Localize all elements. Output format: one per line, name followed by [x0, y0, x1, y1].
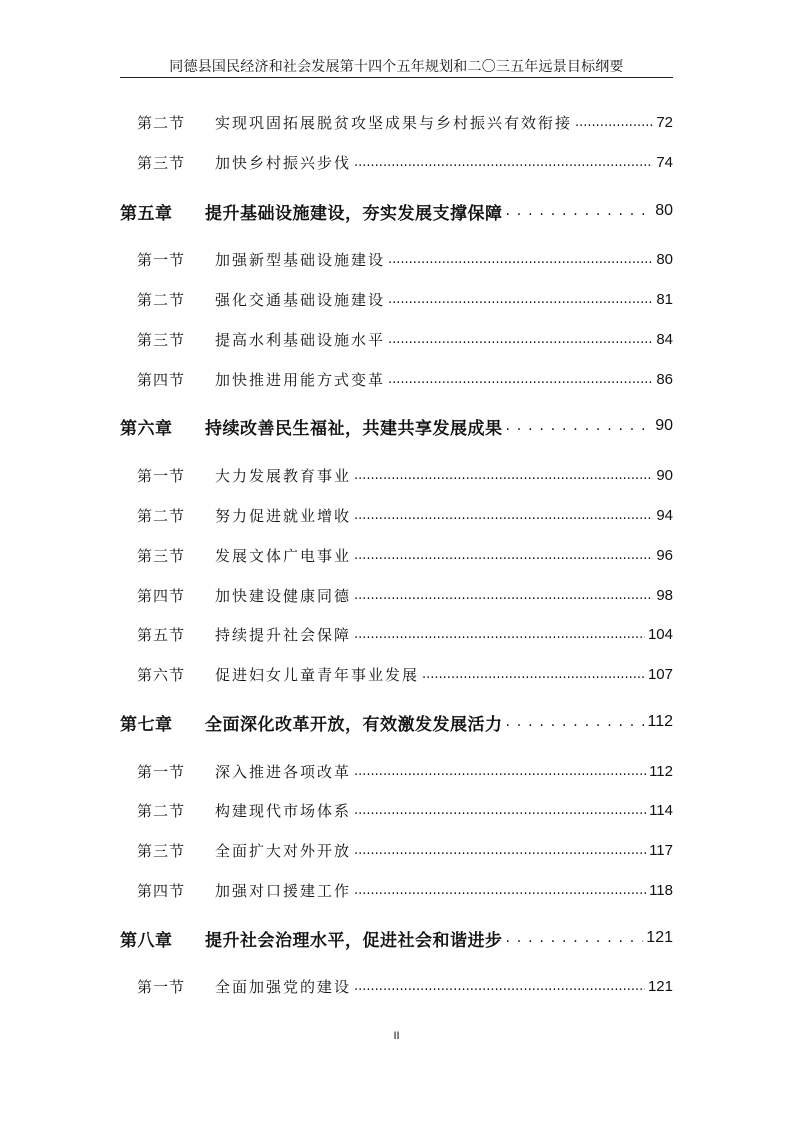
chapter-title: 持续改善民生福祉，共建共享发展成果	[205, 418, 503, 438]
section-number: 第三节	[137, 841, 186, 860]
section-number: 第一节	[137, 977, 186, 996]
page-number: II	[393, 1030, 400, 1042]
dot-leader	[354, 150, 653, 174]
dot-leader	[506, 926, 644, 950]
dot-leader	[354, 974, 645, 998]
page-reference: 114	[649, 801, 673, 819]
toc-section-entry[interactable]	[137, 110, 673, 134]
toc-section-entry[interactable]	[137, 287, 673, 311]
section-title: 全面扩大对外开放	[215, 841, 352, 860]
section-title: 加快乡村振兴步伐	[215, 153, 352, 172]
page-reference: 90	[655, 417, 673, 434]
chapter-number: 第七章	[120, 714, 173, 734]
page-reference: 107	[647, 665, 673, 683]
section-number: 第六节	[137, 665, 186, 684]
toc-section-entry[interactable]	[137, 622, 673, 646]
toc-chapter-entry[interactable]	[120, 199, 673, 223]
dot-leader	[388, 287, 653, 311]
running-header: 同德县国民经济和社会发展第十四个五年规划和二〇三五年远景目标纲要	[169, 59, 624, 75]
toc-section-entry[interactable]	[137, 583, 673, 607]
section-title: 加强对口援建工作	[215, 881, 352, 900]
section-title: 强化交通基础设施建设	[215, 290, 386, 309]
toc-chapter-entry[interactable]	[120, 414, 673, 438]
chapter-number: 第六章	[120, 418, 173, 438]
dot-leader	[354, 878, 646, 902]
section-title: 促进妇女儿童青年事业发展	[215, 665, 420, 684]
toc-section-entry[interactable]	[137, 150, 673, 174]
page-reference: 112	[647, 713, 673, 730]
toc-section-entry[interactable]	[137, 367, 673, 391]
page-reference: 84	[656, 330, 673, 348]
toc-section-entry[interactable]	[137, 974, 673, 998]
page-reference: 118	[649, 881, 673, 899]
toc-section-entry[interactable]	[137, 327, 673, 351]
page-reference: 117	[649, 841, 673, 859]
toc-section-entry[interactable]	[137, 759, 673, 783]
dot-leader	[506, 199, 653, 223]
dot-leader	[388, 247, 653, 271]
section-title: 加快推进用能方式变革	[215, 370, 386, 389]
section-number: 第三节	[137, 330, 186, 349]
toc-section-entry[interactable]	[137, 878, 673, 902]
page-reference: 80	[655, 202, 673, 219]
page-reference: 98	[656, 586, 673, 604]
toc-section-entry[interactable]	[137, 798, 673, 822]
section-number: 第一节	[137, 762, 186, 781]
section-title: 加快建设健康同德	[215, 586, 352, 605]
toc-section-entry[interactable]	[137, 247, 673, 271]
dot-leader	[354, 798, 646, 822]
dot-leader	[354, 503, 653, 527]
section-number: 第二节	[137, 801, 186, 820]
section-title: 全面加强党的建设	[215, 977, 352, 996]
toc-section-entry[interactable]	[137, 838, 673, 862]
section-title: 努力促进就业增收	[215, 506, 352, 525]
toc-chapter-entry[interactable]	[120, 926, 673, 950]
section-title: 发展文体广电事业	[215, 546, 352, 565]
section-title: 持续提升社会保障	[215, 625, 352, 644]
chapter-number: 第五章	[120, 203, 173, 223]
page-reference: 112	[649, 762, 673, 780]
page-reference: 80	[656, 250, 673, 268]
page-reference: 96	[656, 546, 673, 564]
dot-leader	[506, 414, 653, 438]
section-title: 实现巩固拓展脱贫攻坚成果与乡村振兴有效衔接	[215, 113, 573, 132]
page-reference: 81	[656, 290, 673, 308]
page-reference: 104	[647, 625, 673, 643]
dot-leader	[354, 838, 646, 862]
section-number: 第四节	[137, 586, 186, 605]
chapter-title: 全面深化改革开放，有效激发发展活力	[205, 714, 503, 734]
page-reference: 72	[656, 113, 673, 131]
header-rule	[120, 77, 673, 78]
toc-section-entry[interactable]	[137, 503, 673, 527]
dot-leader	[354, 583, 653, 607]
dot-leader	[388, 367, 653, 391]
section-number: 第二节	[137, 506, 186, 525]
section-number: 第四节	[137, 881, 186, 900]
toc-section-entry[interactable]	[137, 463, 673, 487]
section-number: 第二节	[137, 113, 186, 132]
section-number: 第三节	[137, 153, 186, 172]
section-title: 大力发展教育事业	[215, 466, 352, 485]
toc-section-entry[interactable]	[137, 662, 673, 686]
section-number: 第五节	[137, 625, 186, 644]
toc-section-entry[interactable]	[137, 543, 673, 567]
toc-chapter-entry[interactable]	[120, 710, 673, 734]
dot-leader	[354, 543, 653, 567]
dot-leader	[506, 710, 645, 734]
page-reference: 74	[656, 153, 673, 171]
section-title: 构建现代市场体系	[215, 801, 352, 820]
section-number: 第三节	[137, 546, 186, 565]
chapter-number: 第八章	[120, 930, 173, 950]
dot-leader	[422, 662, 645, 686]
page-reference: 121	[647, 977, 673, 995]
page-reference: 90	[656, 466, 673, 484]
dot-leader	[354, 759, 646, 783]
dot-leader	[354, 622, 645, 646]
page-reference: 121	[646, 929, 673, 946]
section-number: 第一节	[137, 466, 186, 485]
chapter-title: 提升基础设施建设，夯实发展支撑保障	[205, 203, 503, 223]
section-number: 第一节	[137, 250, 186, 269]
section-number: 第四节	[137, 370, 186, 389]
section-title: 深入推进各项改革	[215, 762, 352, 781]
page-reference: 86	[656, 370, 673, 388]
chapter-title: 提升社会治理水平，促进社会和谐进步	[205, 930, 503, 950]
section-title: 加强新型基础设施建设	[215, 250, 386, 269]
dot-leader	[354, 463, 653, 487]
page-reference: 94	[656, 506, 673, 524]
section-number: 第二节	[137, 290, 186, 309]
section-title: 提高水利基础设施水平	[215, 330, 386, 349]
dot-leader	[388, 327, 653, 351]
dot-leader	[575, 110, 653, 134]
